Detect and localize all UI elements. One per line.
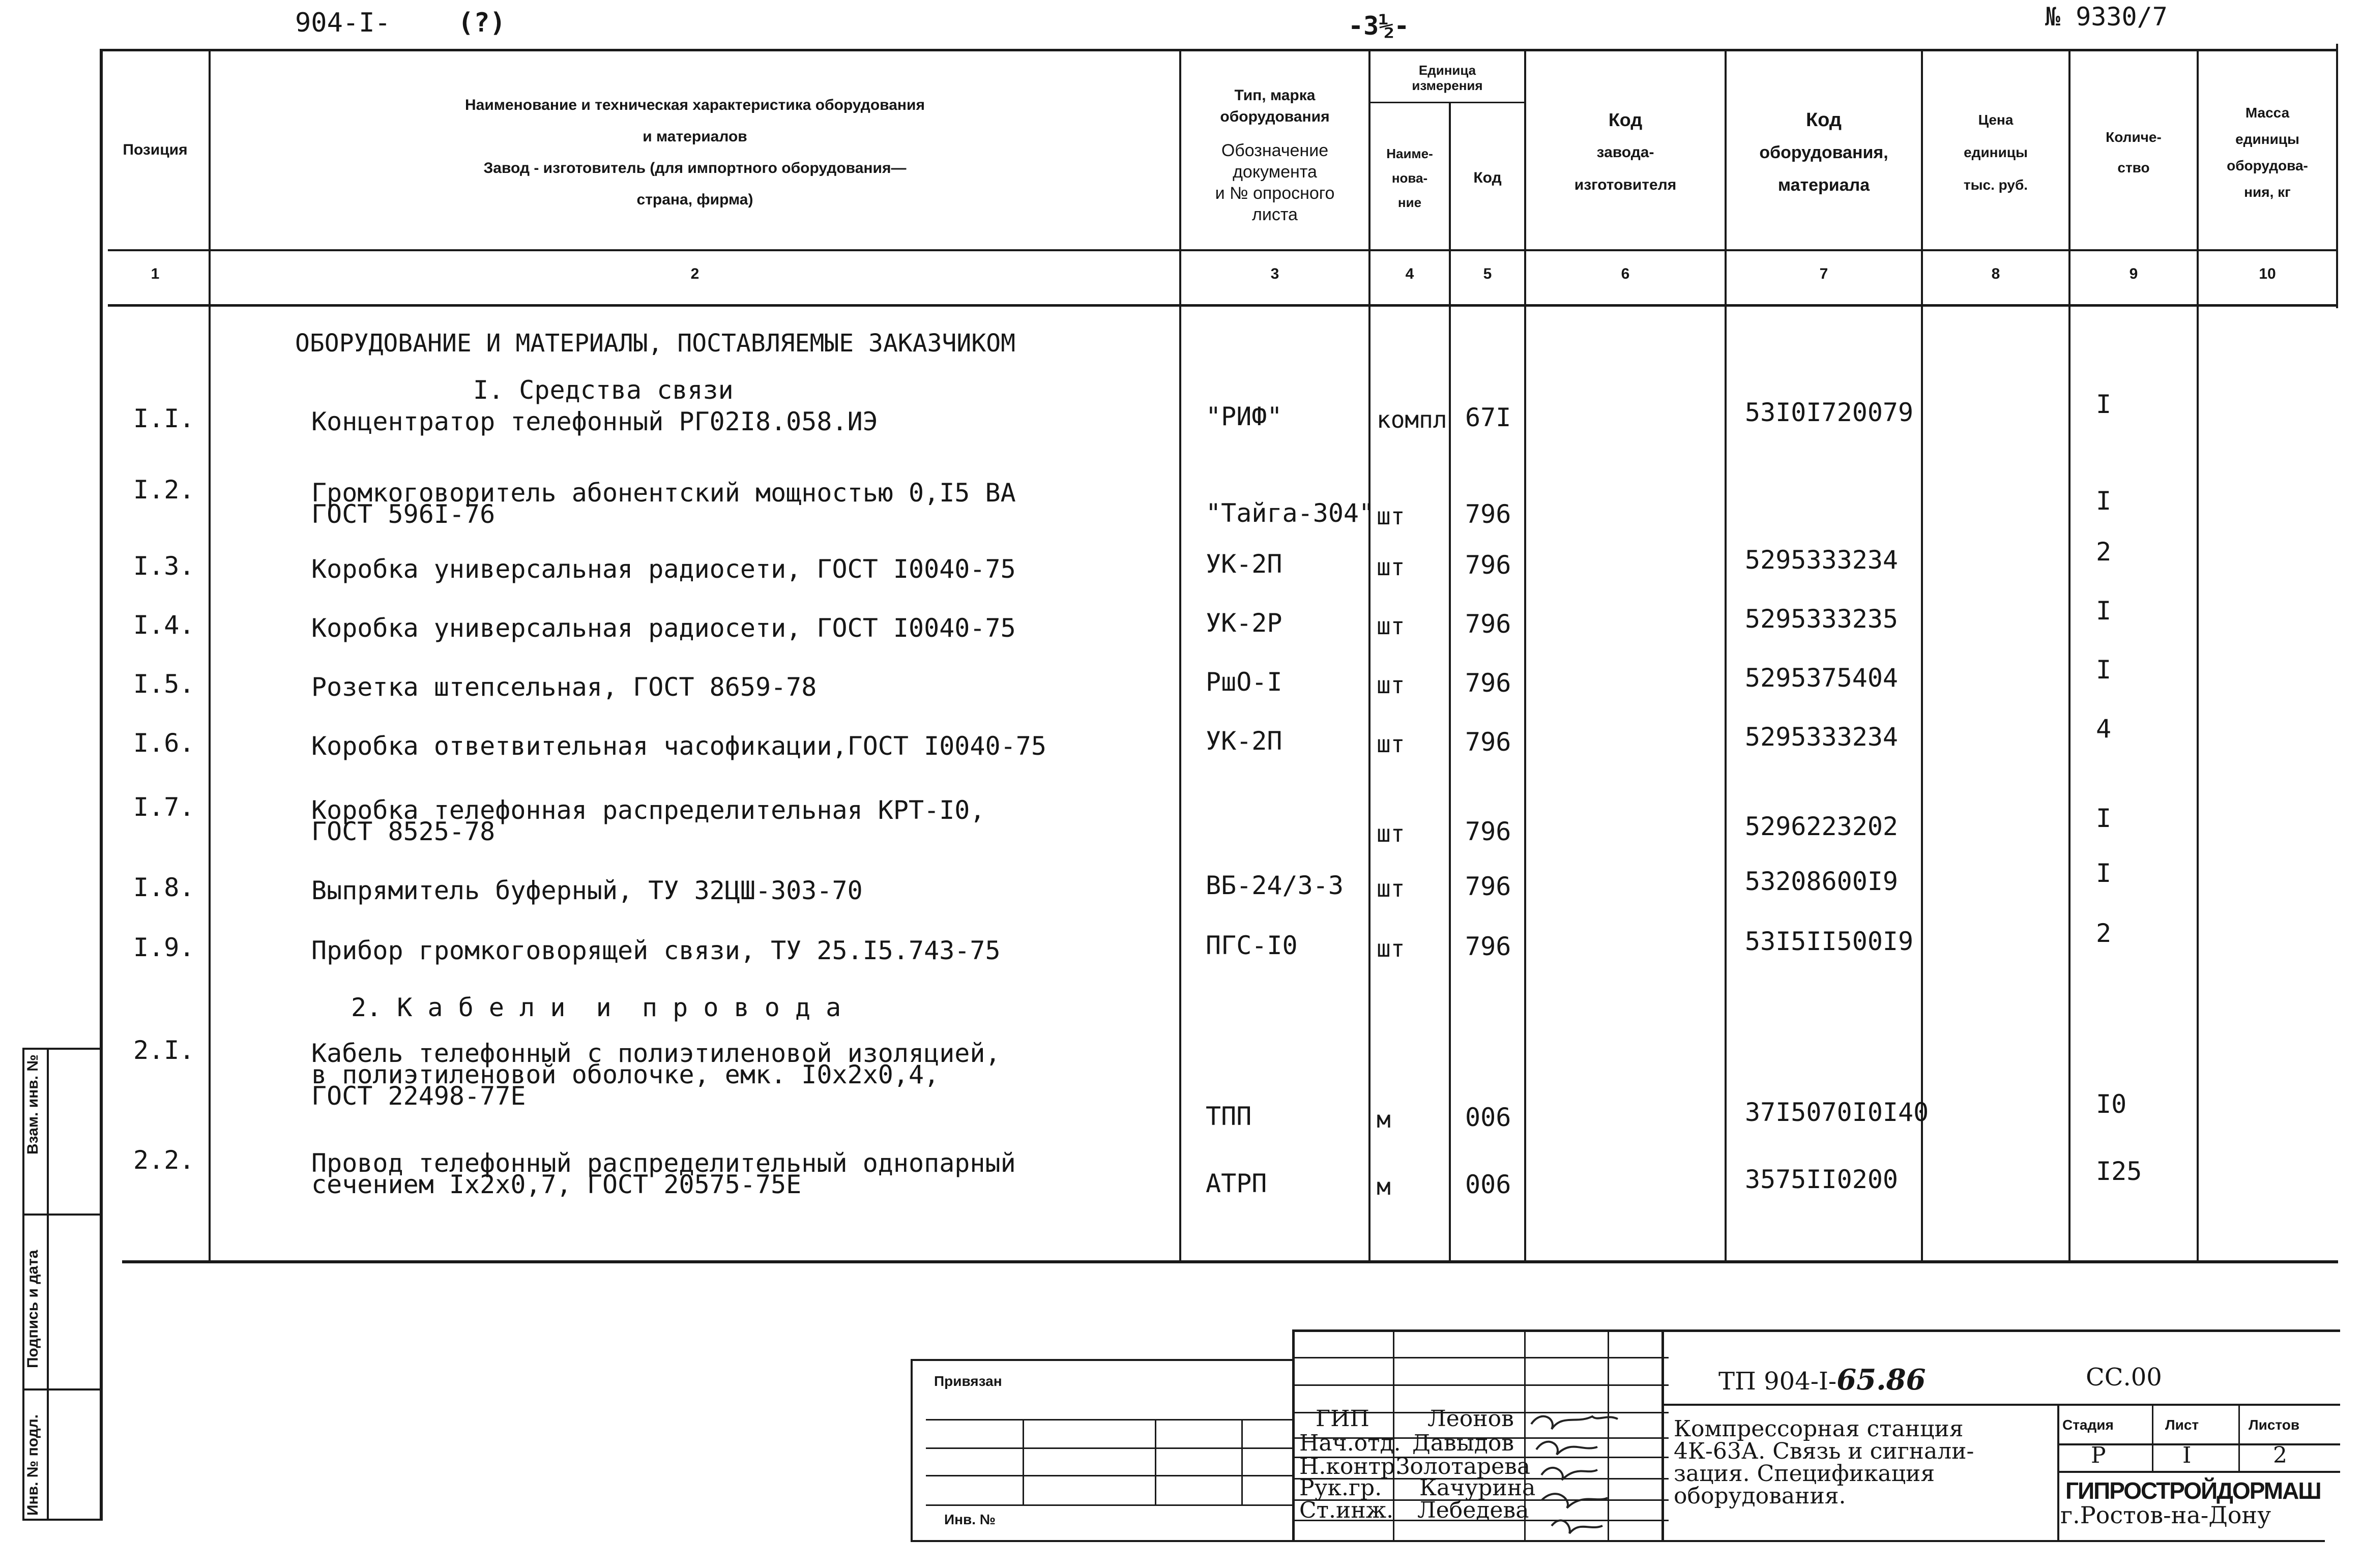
row-position: I.9. — [133, 933, 195, 962]
row-unit-code: 006 — [1465, 1103, 1511, 1132]
row-unit-code: 67I — [1465, 403, 1511, 432]
row-type: ТПП — [1206, 1102, 1252, 1131]
row-equipment-code: 3575II0200 — [1745, 1165, 1899, 1194]
section-title: ОБОРУДОВАНИЕ И МАТЕРИАЛЫ, ПОСТАВЛЯЕМЫЕ ЗАКАЗЧИКОМ — [295, 329, 1016, 358]
row-position: I.2. — [133, 475, 195, 505]
header-position: Позиция — [123, 141, 188, 158]
attached-inv-label: Инв. № — [944, 1512, 996, 1527]
role-norm-control: Н.контр. — [1299, 1454, 1403, 1480]
col-num: 8 — [1991, 265, 2000, 282]
row-type: "Тайга-304" — [1206, 498, 1375, 528]
row-unit: шт — [1377, 612, 1405, 640]
row-name-line: в полиэтиленовой оболочке, емк. I0х2х0,4, — [311, 1060, 940, 1089]
project-code: ТП 904-I-65.86 — [1718, 1363, 1926, 1397]
row-equipment-code: 5296223202 — [1745, 812, 1899, 841]
row-quantity: I — [2096, 859, 2112, 888]
inventory-reference: № 9330/7 — [2045, 2, 2168, 32]
name-senior-engineer: Лебедева — [1417, 1497, 1529, 1523]
organization-name: ГИПРОСТРОЙДОРМАШ — [2065, 1477, 2321, 1504]
stage-value: Р — [2091, 1442, 2106, 1468]
name-group-lead: Качурина — [1419, 1475, 1536, 1501]
row-type: УК-2П — [1206, 549, 1282, 579]
header-price: Цена единицы тыс. руб. — [1963, 112, 2028, 193]
row-name-line: ГОСТ 596I-76 — [311, 499, 495, 529]
col-num: 10 — [2259, 265, 2276, 282]
row-unit: шт — [1377, 875, 1405, 902]
sheet-value: I — [2182, 1442, 2192, 1468]
header-quantity: Количе- ство — [2106, 129, 2162, 175]
row-name-line: сечением Iх2х0,7, ГОСТ 20575-75Е — [311, 1170, 802, 1199]
header-unit-code: Код — [1473, 169, 1502, 186]
name-gip: Леонов — [1427, 1406, 1514, 1432]
role-gip: ГИП — [1316, 1406, 1369, 1432]
row-type: УК-2П — [1206, 726, 1282, 756]
row-position: I.8. — [133, 873, 195, 902]
row-equipment-code: 5295333234 — [1745, 545, 1899, 575]
row-type: "РИФ" — [1206, 402, 1282, 431]
row-type: УК-2Р — [1206, 608, 1282, 638]
col-num: 9 — [2129, 265, 2138, 282]
header-factory-code: Код завода- изготовителя — [1574, 109, 1677, 193]
row-unit: м — [1377, 1173, 1391, 1200]
row-name-line: Выпрямитель буферный, ТУ 32ЦШ-303-70 — [311, 876, 863, 905]
col-num: 3 — [1270, 265, 1279, 282]
handwritten-signatures — [1521, 1404, 1643, 1541]
row-unit: шт — [1377, 502, 1405, 530]
name-norm-control: Золотарева — [1396, 1454, 1531, 1480]
organization-city: г.Ростов-на-Дону — [2060, 1501, 2271, 1529]
row-type: РшО-I — [1206, 667, 1282, 697]
col-num: 5 — [1483, 265, 1492, 282]
sheet-header: Лист — [2165, 1417, 2199, 1433]
page-number: -3½- — [1348, 11, 1410, 41]
row-equipment-code: 5295333234 — [1745, 722, 1899, 752]
row-equipment-code: 5295333235 — [1745, 604, 1899, 634]
doc-mark: (?) — [458, 8, 506, 38]
row-equipment-code: 53I5II500I9 — [1745, 927, 1914, 956]
row-quantity: 2 — [2096, 537, 2112, 567]
row-equipment-code: 5295375404 — [1745, 663, 1899, 693]
header-equipment-code: Код оборудования, материала — [1759, 109, 1888, 195]
section-heading-communications: I. Средства связи — [473, 375, 734, 405]
sheet-code: СС.00 — [2086, 1363, 2162, 1392]
attached-label: Привязан — [934, 1373, 1002, 1389]
header-mass: Масса единицы оборудова- ния, кг — [2227, 105, 2308, 200]
row-name-line: Коробка телефонная распределительная КРТ-I0, — [311, 795, 985, 825]
row-unit-code: 796 — [1465, 609, 1511, 639]
col-num: 6 — [1621, 265, 1630, 282]
row-quantity: I — [2096, 390, 2112, 419]
row-type: АТРП — [1206, 1169, 1267, 1198]
row-unit-code: 796 — [1465, 668, 1511, 698]
row-position: I.7. — [133, 792, 195, 822]
role-group-lead: Рук.гр. — [1299, 1475, 1382, 1501]
sheets-value: 2 — [2273, 1442, 2287, 1468]
row-position: I.6. — [133, 728, 195, 758]
row-unit: шт — [1377, 820, 1405, 847]
section-heading-cables: 2. К а б е л и и п р о в о д а — [351, 993, 841, 1022]
row-type: ВБ-24/3-3 — [1206, 871, 1344, 900]
col-num: 1 — [151, 265, 160, 282]
row-position: I.I. — [133, 404, 195, 433]
side-replaced-inv: Взам. инв. № — [24, 1054, 41, 1155]
row-unit: шт — [1377, 553, 1405, 581]
row-quantity: 2 — [2096, 919, 2112, 948]
row-unit: шт — [1377, 730, 1405, 758]
row-position: 2.I. — [133, 1036, 195, 1065]
col-num: 4 — [1405, 265, 1414, 282]
row-unit: компл — [1377, 406, 1447, 433]
doc-prefix: 904-I- — [295, 8, 391, 38]
stage-header: Стадия — [2062, 1417, 2114, 1433]
row-name-line: Коробка ответвительная часофикации,ГОСТ I0040-75 — [311, 731, 1046, 761]
sheets-header: Листов — [2249, 1417, 2300, 1433]
row-name-line: Концентратор телефонный РГ02I8.058.ИЭ — [311, 407, 878, 436]
row-name-line: Прибор громкоговорящей связи, ТУ 25.I5.743-75 — [311, 936, 1001, 965]
header-unit: Единица измерения — [1412, 63, 1483, 93]
row-quantity: I — [2096, 804, 2112, 833]
side-inv-original: Инв. № подл. — [24, 1414, 41, 1516]
row-name-line: Провод телефонный распределительный однопарный — [311, 1148, 1016, 1178]
row-position: 2.2. — [133, 1145, 195, 1175]
name-head-dept: Давыдов — [1412, 1430, 1514, 1456]
row-position: I.3. — [133, 551, 195, 581]
row-unit-code: 796 — [1465, 499, 1511, 529]
col-num: 2 — [690, 265, 699, 282]
row-unit: шт — [1377, 671, 1405, 699]
row-unit: м — [1377, 1106, 1391, 1133]
row-name-line: ГОСТ 8525-78 — [311, 817, 495, 846]
row-unit-code: 796 — [1465, 872, 1511, 901]
row-quantity: I — [2096, 596, 2112, 626]
row-unit-code: 796 — [1465, 932, 1511, 961]
header-unit-name: Наиме- нова- ние — [1386, 146, 1433, 210]
header-name: Наименование и техническая характеристика оборудования и материалов Завод - изготовитель (для импортного оборудования— страна, фирма) — [465, 97, 925, 208]
row-quantity: 4 — [2096, 714, 2112, 744]
row-unit-code: 796 — [1465, 550, 1511, 580]
row-name-line: Коробка универсальная радиосети, ГОСТ I0040-75 — [311, 554, 1016, 584]
row-unit-code: 796 — [1465, 817, 1511, 846]
row-name-line: Кабель телефонный с полиэтиленовой изоляцией, — [311, 1039, 1001, 1068]
row-quantity: I — [2096, 486, 2112, 516]
role-head-dept: Нач.отд. — [1299, 1430, 1401, 1456]
row-name-line: ГОСТ 22498-77Е — [311, 1081, 526, 1111]
side-signature-date: Подпись и дата — [24, 1250, 41, 1368]
row-type: ПГС-I0 — [1206, 931, 1298, 960]
row-unit: шт — [1377, 935, 1405, 962]
row-unit-code: 006 — [1465, 1170, 1511, 1199]
row-name-line: Громкоговоритель абонентский мощностью 0,I5 ВА — [311, 478, 1016, 508]
row-quantity: I25 — [2096, 1157, 2142, 1186]
row-equipment-code: 37I5070I0I40 — [1745, 1098, 1929, 1127]
row-unit-code: 796 — [1465, 727, 1511, 757]
row-equipment-code: 53I0I720079 — [1745, 398, 1914, 427]
row-position: I.5. — [133, 669, 195, 699]
document-title: Компрессорная станция 4К-63А. Связь и сигнали- зация. Спецификация оборудования. — [1674, 1416, 1974, 1509]
row-name-line: Розетка штепсельная, ГОСТ 8659-78 — [311, 672, 817, 702]
row-equipment-code: 53208600I9 — [1745, 867, 1899, 896]
role-senior-engineer: Ст.инж. — [1299, 1497, 1394, 1523]
row-position: I.4. — [133, 610, 195, 640]
row-quantity: I — [2096, 655, 2112, 685]
row-quantity: I0 — [2096, 1089, 2127, 1119]
header-type: Тип, марка оборудования Обозначение документа и № опросного листа — [1215, 87, 1335, 224]
row-name-line: Коробка универсальная радиосети, ГОСТ I0040-75 — [311, 613, 1016, 643]
col-num: 7 — [1819, 265, 1828, 282]
